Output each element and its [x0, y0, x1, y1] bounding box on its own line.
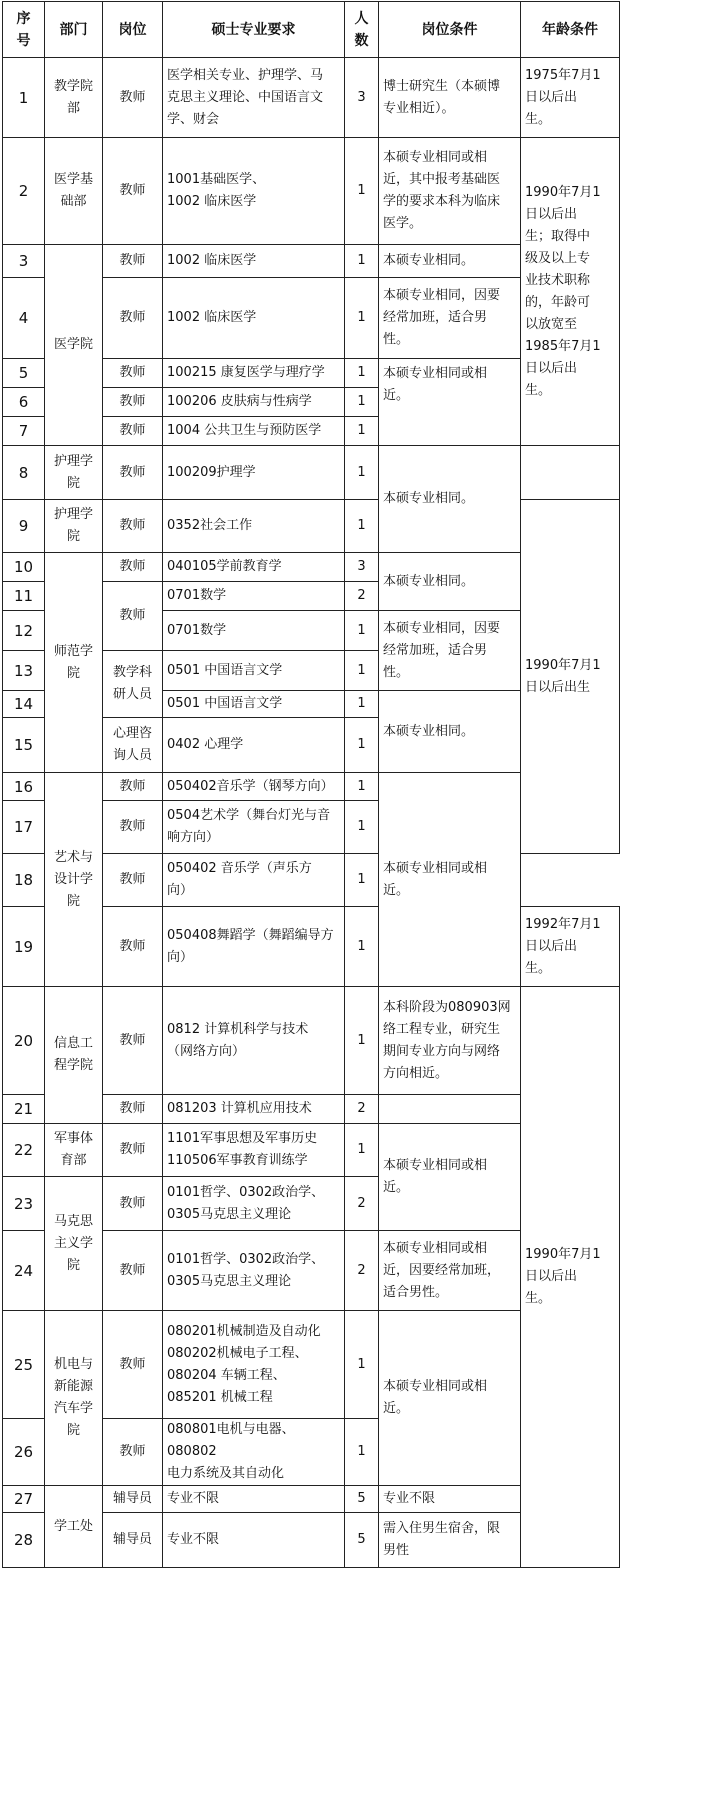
- header-count: 人 数: [345, 2, 379, 58]
- count-cell: 1: [345, 801, 379, 854]
- post-cell: 辅导员: [103, 1513, 163, 1568]
- dept-cell: 军事体 育部: [45, 1124, 103, 1177]
- seq-cell: 15: [3, 718, 45, 773]
- cond-cell: 本硕专业相同，因要 经常加班，适合男 性。: [379, 278, 521, 359]
- post-cell: 教师: [103, 801, 163, 854]
- post-cell: 教师: [103, 987, 163, 1095]
- cond-cell: 本硕专业相同。: [379, 553, 521, 611]
- major-cell: 0501 中国语言文学: [163, 691, 345, 718]
- count-cell: 1: [345, 718, 379, 773]
- cond-cell: 本硕专业相同或相 近，其中报考基础医 学的要求本科为临床 医学。: [379, 138, 521, 245]
- post-cell: 教学科 研人员: [103, 651, 163, 718]
- count-cell: 1: [345, 1124, 379, 1177]
- post-cell: 教师: [103, 278, 163, 359]
- dept-cell: 马克思 主义学 院: [45, 1177, 103, 1311]
- major-cell: 0352社会工作: [163, 500, 345, 553]
- major-cell: 0501 中国语言文学: [163, 651, 345, 691]
- major-cell: 1002 临床医学: [163, 245, 345, 278]
- seq-cell: 18: [3, 854, 45, 907]
- count-cell: 1: [345, 907, 379, 987]
- major-cell: 1002 临床医学: [163, 278, 345, 359]
- post-cell: 辅导员: [103, 1486, 163, 1513]
- post-cell: 教师: [103, 1419, 163, 1486]
- post-cell: 教师: [103, 138, 163, 245]
- cond-cell: 本硕专业相同或相 近。: [379, 773, 521, 987]
- cond-cell: 本硕专业相同。: [379, 446, 521, 553]
- post-cell: 教师: [103, 854, 163, 907]
- seq-cell: 16: [3, 773, 45, 801]
- dept-cell: 艺术与 设计学 院: [45, 773, 103, 987]
- count-cell: 1: [345, 388, 379, 417]
- recruitment-table: [2, 1, 620, 1568]
- post-cell: 教师: [103, 500, 163, 553]
- major-cell: 100215 康复医学与理疗学: [163, 359, 345, 388]
- cond-cell: 本硕专业相同或相 近。: [379, 1311, 521, 1486]
- count-cell: 1: [345, 987, 379, 1095]
- age-cell: 1990年7月1 日以后出生: [521, 500, 620, 854]
- dept-cell: 护理学 院: [45, 446, 103, 500]
- header-dept: 部门: [45, 2, 103, 58]
- seq-cell: 28: [3, 1513, 45, 1568]
- major-cell: 医学相关专业、护理学、马 克思主义理论、中国语言文 学、财会: [163, 58, 345, 138]
- count-cell: 1: [345, 854, 379, 907]
- major-cell: 0812 计算机科学与技术 （网络方向）: [163, 987, 345, 1095]
- seq-cell: 21: [3, 1095, 45, 1124]
- seq-cell: 26: [3, 1419, 45, 1486]
- count-cell: 2: [345, 1231, 379, 1311]
- header-major: 硕士专业要求: [163, 2, 345, 58]
- major-cell: 0101哲学、0302政治学、 0305马克思主义理论: [163, 1231, 345, 1311]
- major-cell: 0402 心理学: [163, 718, 345, 773]
- major-cell: 0101哲学、0302政治学、 0305马克思主义理论: [163, 1177, 345, 1231]
- major-cell: 040105学前教育学: [163, 553, 345, 582]
- count-cell: 1: [345, 446, 379, 500]
- seq-cell: 17: [3, 801, 45, 854]
- seq-cell: 3: [3, 245, 45, 278]
- header-post: 岗位: [103, 2, 163, 58]
- count-cell: 1: [345, 278, 379, 359]
- major-cell: 0701数学: [163, 611, 345, 651]
- major-cell: 080201机械制造及自动化 080202机械电子工程、 080204 车辆工程、 085201 机械工程: [163, 1311, 345, 1419]
- count-cell: 1: [345, 691, 379, 718]
- post-cell: 心理咨 询人员: [103, 718, 163, 773]
- post-cell: 教师: [103, 773, 163, 801]
- header-age: 年龄条件: [521, 2, 620, 58]
- post-cell: 教师: [103, 388, 163, 417]
- post-cell: 教师: [103, 417, 163, 446]
- dept-cell: 师范学 院: [45, 553, 103, 773]
- post-cell: 教师: [103, 245, 163, 278]
- header-row: [3, 2, 620, 58]
- count-cell: 1: [345, 1419, 379, 1486]
- cond-cell-empty: [379, 1095, 521, 1124]
- post-cell: 教师: [103, 1311, 163, 1419]
- major-cell: 1101军事思想及军事历史 110506军事教育训练学: [163, 1124, 345, 1177]
- count-cell: 2: [345, 1095, 379, 1124]
- major-cell: 050402 音乐学（声乐方 向）: [163, 854, 345, 907]
- dept-cell: 信息工 程学院: [45, 987, 103, 1124]
- table-row: [3, 446, 620, 500]
- seq-cell: 2: [3, 138, 45, 245]
- count-cell: 3: [345, 58, 379, 138]
- post-cell: 教师: [103, 359, 163, 388]
- seq-cell: 9: [3, 500, 45, 553]
- seq-cell: 19: [3, 907, 45, 987]
- seq-cell: 11: [3, 582, 45, 611]
- dept-cell: 护理学 院: [45, 500, 103, 553]
- count-cell: 5: [345, 1513, 379, 1568]
- seq-cell: 8: [3, 446, 45, 500]
- count-cell: 1: [345, 138, 379, 245]
- count-cell: 1: [345, 773, 379, 801]
- seq-cell: 20: [3, 987, 45, 1095]
- count-cell: 1: [345, 417, 379, 446]
- seq-cell: 5: [3, 359, 45, 388]
- cond-cell: 博士研究生（本硕博 专业相近）。: [379, 58, 521, 138]
- seq-cell: 7: [3, 417, 45, 446]
- header-seq: 序 号: [3, 2, 45, 58]
- major-cell: 专业不限: [163, 1513, 345, 1568]
- seq-cell: 12: [3, 611, 45, 651]
- dept-cell: 教学院 部: [45, 58, 103, 138]
- post-cell: 教师: [103, 58, 163, 138]
- cond-cell: 本硕专业相同或相 近。: [379, 1124, 521, 1231]
- major-cell: 050402音乐学（钢琴方向）: [163, 773, 345, 801]
- count-cell: 1: [345, 359, 379, 388]
- cond-cell: 本硕专业相同，因要 经常加班，适合男 性。: [379, 611, 521, 691]
- cond-cell: 需入住男生宿舍，限 男性: [379, 1513, 521, 1568]
- major-cell: 080801电机与电器、080802 电力系统及其自动化: [163, 1419, 345, 1486]
- post-cell: 教师: [103, 1177, 163, 1231]
- seq-cell: 6: [3, 388, 45, 417]
- count-cell: 2: [345, 582, 379, 611]
- post-cell: 教师: [103, 582, 163, 651]
- dept-cell: 机电与 新能源 汽车学 院: [45, 1311, 103, 1486]
- dept-cell: 学工处: [45, 1486, 103, 1568]
- age-cell: 1990年7月1 日以后出 生。: [521, 987, 620, 1568]
- table-row: [3, 500, 620, 553]
- count-cell: 1: [345, 1311, 379, 1419]
- cond-cell: 本科阶段为080903网 络工程专业，研究生 期间专业方向与网络 方向相近。: [379, 987, 521, 1095]
- cond-cell: 本硕专业相同或相 近。: [379, 359, 521, 446]
- table-row: [3, 138, 620, 245]
- count-cell: 2: [345, 1177, 379, 1231]
- seq-cell: 14: [3, 691, 45, 718]
- dept-cell: 医学基 础部: [45, 138, 103, 245]
- major-cell: 1001基础医学、 1002 临床医学: [163, 138, 345, 245]
- count-cell: 3: [345, 553, 379, 582]
- age-cell-empty: [521, 446, 620, 500]
- count-cell: 1: [345, 611, 379, 651]
- seq-cell: 27: [3, 1486, 45, 1513]
- seq-cell: 24: [3, 1231, 45, 1311]
- major-cell: 0701数学: [163, 582, 345, 611]
- post-cell: 教师: [103, 1124, 163, 1177]
- age-cell: 1975年7月1 日以后出 生。: [521, 58, 620, 138]
- seq-cell: 1: [3, 58, 45, 138]
- count-cell: 1: [345, 245, 379, 278]
- major-cell: 0504艺术学（舞台灯光与音 响方向）: [163, 801, 345, 854]
- major-cell: 专业不限: [163, 1486, 345, 1513]
- post-cell: 教师: [103, 1231, 163, 1311]
- seq-cell: 22: [3, 1124, 45, 1177]
- seq-cell: 25: [3, 1311, 45, 1419]
- post-cell: 教师: [103, 1095, 163, 1124]
- major-cell: 100209护理学: [163, 446, 345, 500]
- table-row: [3, 987, 620, 1095]
- cond-cell: 本硕专业相同或相 近，因要经常加班， 适合男性。: [379, 1231, 521, 1311]
- count-cell: 5: [345, 1486, 379, 1513]
- post-cell: 教师: [103, 553, 163, 582]
- age-cell: 1992年7月1 日以后出 生。: [521, 907, 620, 987]
- seq-cell: 23: [3, 1177, 45, 1231]
- major-cell: 050408舞蹈学（舞蹈编导方 向）: [163, 907, 345, 987]
- count-cell: 1: [345, 651, 379, 691]
- cond-cell: 本硕专业相同。: [379, 691, 521, 773]
- header-cond: 岗位条件: [379, 2, 521, 58]
- count-cell: 1: [345, 500, 379, 553]
- cond-cell: 本硕专业相同。: [379, 245, 521, 278]
- cond-cell: 专业不限: [379, 1486, 521, 1513]
- post-cell: 教师: [103, 907, 163, 987]
- age-cell: 1990年7月1 日以后出 生；取得中 级及以上专 业技术职称 的，年龄可 以放宽至 1985年7月1 日以后出 生。: [521, 138, 620, 446]
- post-cell: 教师: [103, 446, 163, 500]
- seq-cell: 10: [3, 553, 45, 582]
- seq-cell: 13: [3, 651, 45, 691]
- seq-cell: 4: [3, 278, 45, 359]
- table-row: [3, 58, 620, 138]
- major-cell: 1004 公共卫生与预防医学: [163, 417, 345, 446]
- dept-cell: 医学院: [45, 245, 103, 446]
- major-cell: 081203 计算机应用技术: [163, 1095, 345, 1124]
- major-cell: 100206 皮肤病与性病学: [163, 388, 345, 417]
